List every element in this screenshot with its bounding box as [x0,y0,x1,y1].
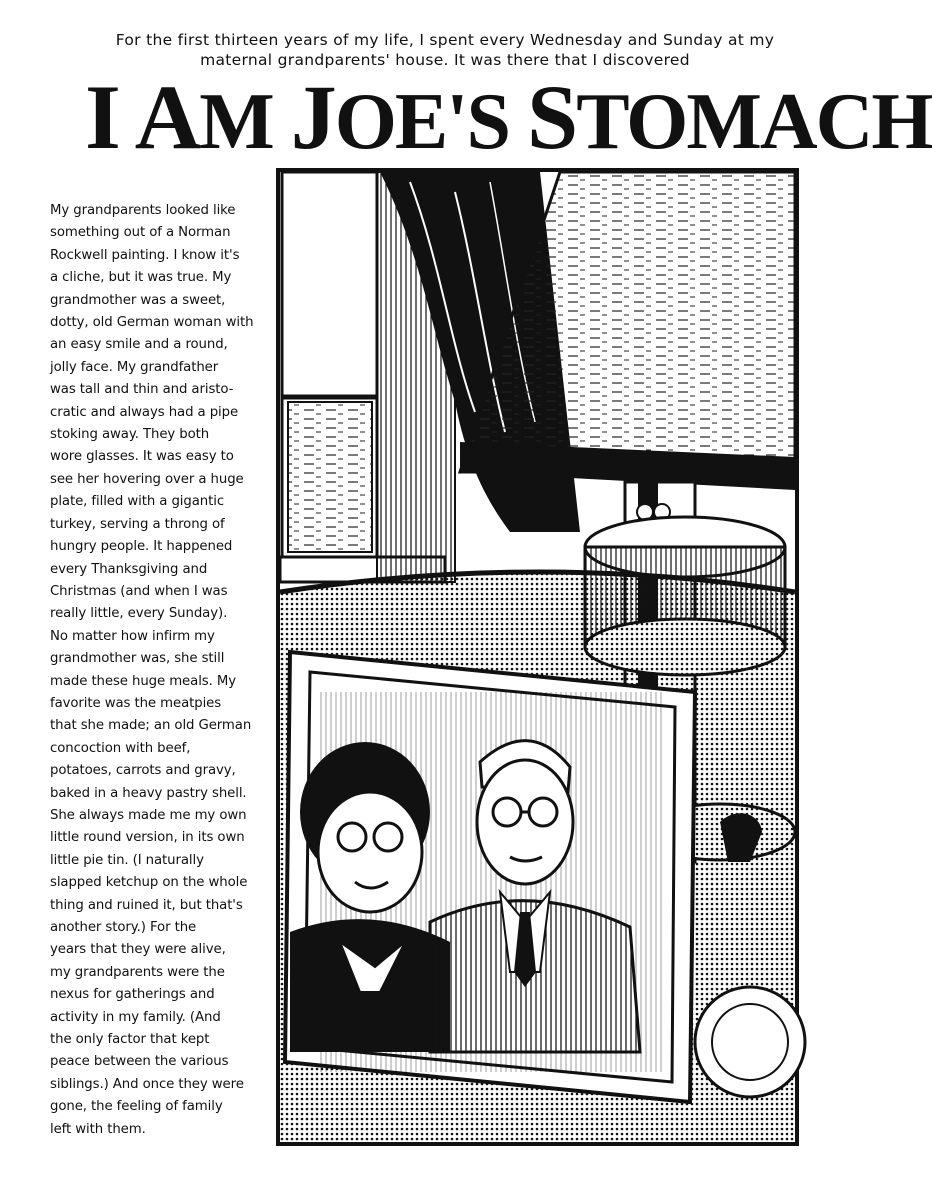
title-part-1-cap: I [85,66,119,168]
story-line: nexus for gatherings and [50,987,215,1003]
story-line: an easy smile and a round, [50,337,228,353]
story-line: every Thanksgiving and [50,561,208,577]
story-line: concoction with beef, [50,740,191,756]
story-line: grandmother was, she still [50,651,225,667]
story-line: slapped ketchup on the whole [50,875,248,891]
story-line: potatoes, carrots and gravy, [50,763,236,779]
story-line: years that they were alive, [50,942,226,958]
story-line: really little, every Sunday). [50,606,228,622]
story-line: grandmother was a sweet, [50,292,226,308]
panel-illustration [280,172,795,1142]
story-line: No matter how infirm my [50,628,215,644]
story-line: a cliche, but it was true. My [50,270,232,286]
story-text [50,200,280,1141]
story-line: was tall and thin and aristo- [50,382,234,398]
story-line: peace between the various [50,1054,229,1070]
story-line: baked in a heavy pastry shell. [50,785,247,801]
story-line: made these huge meals. My [50,673,237,689]
story-line: cratic and always had a pipe [50,404,239,420]
title-part-2: M [199,78,291,166]
title-part-1: A [118,66,200,168]
story-line: dotty, old German woman with [50,315,254,331]
story-line: something out of a Norman [50,225,231,241]
story-line: my grandparents were the [50,964,225,980]
story-line: She always made me my own [50,807,247,823]
story-line: that she made; an old German [50,718,252,734]
story-line: favorite was the meatpies [50,695,222,711]
story-line: the only factor that kept [50,1032,210,1048]
intro-line-2: maternal grandparents' house. It was there that I discovered [200,51,690,69]
title-part-4: TOMACH [576,78,932,166]
story-line: Christmas (and when I was [50,583,228,599]
title-part-3: OE'S [334,78,528,166]
story-line: see her hovering over a huge [50,471,244,487]
title-part-3-cap: J [290,66,335,168]
comic-panel [276,168,799,1146]
story-line: wore glasses. It was easy to [50,449,234,465]
intro-line-1: For the first thirteen years of my life, I spent every Wednesday and Sunday at my [115,31,775,49]
story-line: turkey, serving a throng of [50,516,225,532]
story-line: another story.) For the [50,920,197,935]
story-line: jolly face. My grandfather [50,359,219,375]
story-line: little round version, in its own [50,830,245,846]
title-part-4-cap: S [527,66,577,168]
story-line: gone, the feeling of family [50,1099,223,1115]
story-line: Rockwell painting. I know it's [50,247,240,263]
story-line: stoking away. They both [50,427,210,443]
story-line: left with them. [50,1121,146,1137]
story-line: little pie tin. (I naturally [50,852,204,868]
story-line: thing and ruined it, but that's [50,897,243,913]
story-line: activity in my family. (And [50,1009,221,1025]
story-line: hungry people. It happened [50,539,233,555]
page-title [85,62,932,177]
story-line: siblings.) And once they were [50,1076,244,1092]
story-line: plate, filled with a gigantic [50,494,225,510]
story-line: My grandparents looked like [50,203,236,218]
